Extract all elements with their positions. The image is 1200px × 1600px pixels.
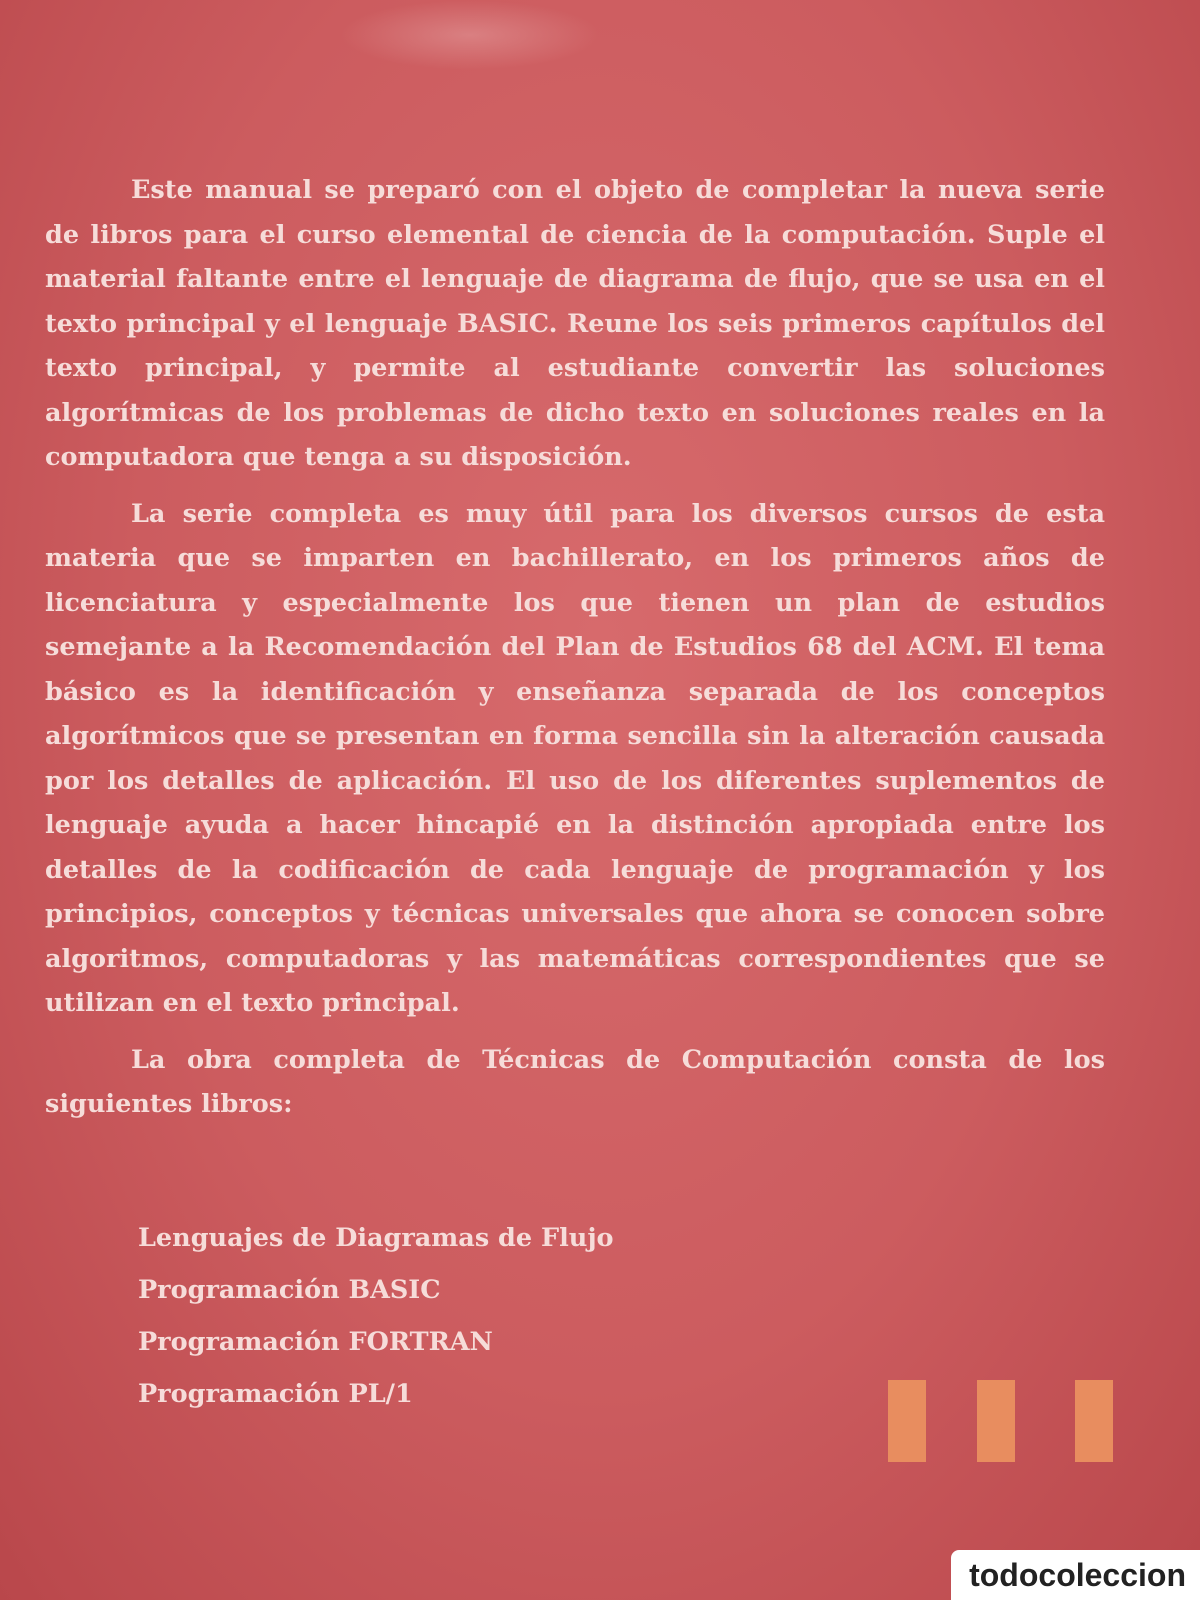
book-list <box>138 1212 614 1420</box>
decorative-bar <box>888 1380 926 1462</box>
blurb-text <box>45 168 1105 1127</box>
paragraph-intro: Este manual se preparó con el objeto de completar la nueva serie de libros para el curso elemental de ciencia de la computación. Suple el material faltante entre el lenguaje de diagrama de flujo, que se usa en el texto principal y el lenguaje BASIC. Reune los seis primeros capítulos del texto principal, y permite al estudiante convertir las soluciones algorítmicas de los problemas de dicho texto en soluciones reales en la computadora que tenga a su disposición. <box>45 175 1105 472</box>
book-list-item: Programación PL/1 <box>138 1379 413 1409</box>
decorative-bar <box>977 1380 1015 1462</box>
cover-wear-mark <box>340 0 600 70</box>
book-list-item: Programación BASIC <box>138 1275 441 1305</box>
decorative-bar <box>1075 1380 1113 1462</box>
book-list-item: Lenguajes de Diagramas de Flujo <box>138 1223 614 1253</box>
watermark-logo: todocoleccion <box>951 1550 1200 1600</box>
paragraph-series: La serie completa es muy útil para los diversos cursos de esta materia que se imparten en bachillerato, en los primeros años de licenciatura y especialmente los que tienen un plan de estudios semejante a la Recomendación del Plan de Estudios 68 del ACM. El tema básico es la identificación y enseñanza separada de los conceptos algorítmicos que se presentan en forma sencilla sin la alteración causada por los detalles de aplicación. El uso de los diferentes suplementos de lenguaje ayuda a hacer hincapié en la distinción apropiada entre los detalles de la codificación de cada lenguaje de programación y los principios, conceptos y técnicas universales que ahora se conocen sobre algoritmos, computadoras y las matemáticas correspondientes que se utilizan en el texto principal. <box>45 498 1105 1018</box>
paragraph-collection: La obra completa de Técnicas de Computación consta de los siguientes libros: <box>45 1044 1105 1119</box>
book-list-item: Programación FORTRAN <box>138 1327 493 1357</box>
